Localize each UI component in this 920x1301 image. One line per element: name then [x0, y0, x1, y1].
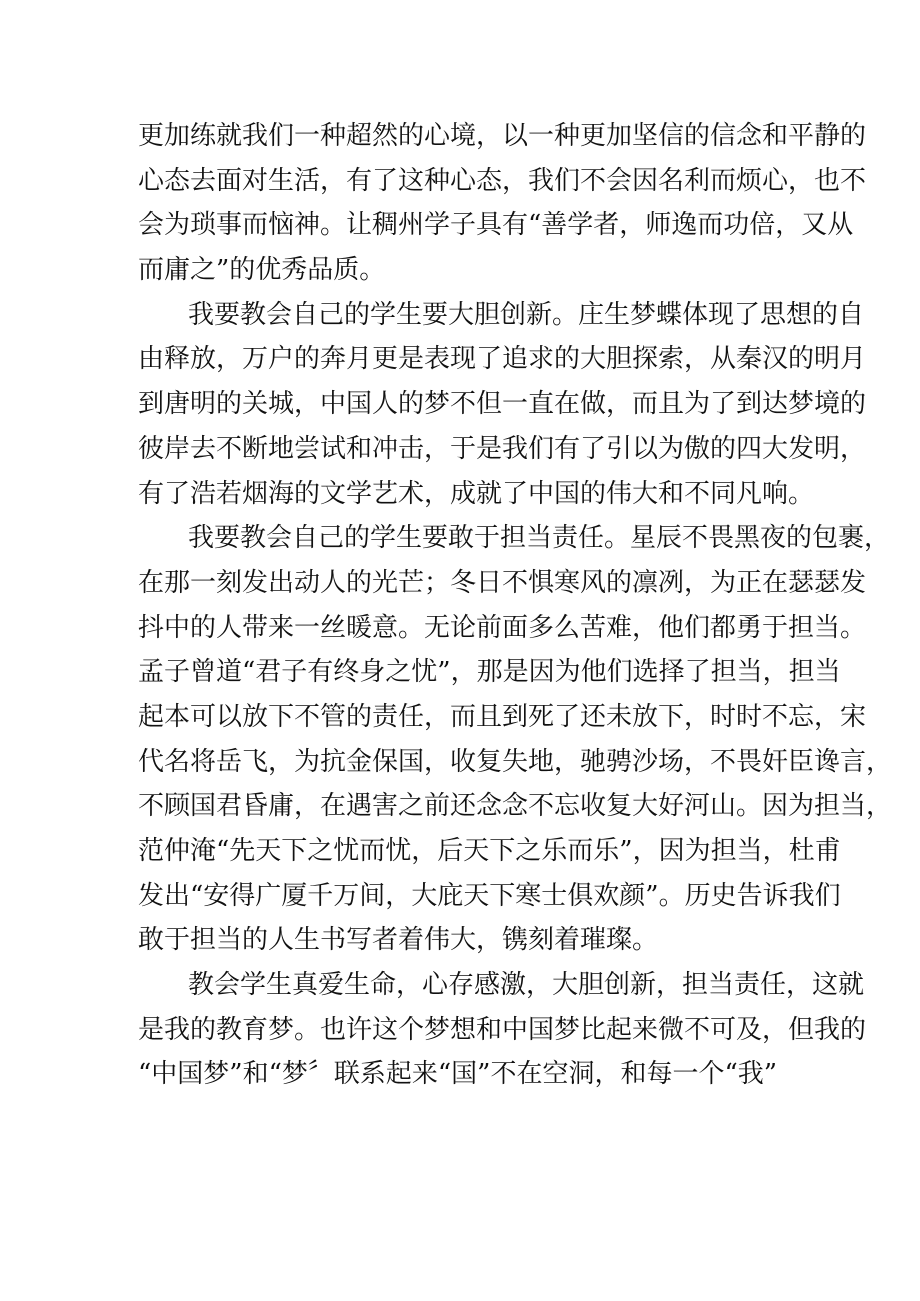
paragraph-first-line: 教会学生真爱生命，心存感激，大胆创新，担当责任，这就 — [188, 970, 865, 1001]
text-line: 心态去面对生活，有了这种心态，我们不会因名利而烦心，也不 — [138, 165, 867, 196]
text-line: 到唐明的关城，中国人的梦不但一直在做，而且为了到达梦境的 — [138, 389, 867, 420]
text-line: 是我的教育梦。也许这个梦想和中国梦比起来微不可及，但我的 — [138, 1014, 867, 1045]
text-line: 彼岸去不断地尝试和冲击，于是我们有了引以为傲的四大发明， — [138, 433, 867, 464]
text-line: 范仲淹“先天下之忧而忧，后天下之乐而乐”，因为担当，杜甫 — [138, 836, 841, 866]
text-line: 更加练就我们一种超然的心境，以一种更加坚信的信念和平静的 — [138, 121, 867, 151]
text-line: 有了浩若烟海的文学艺术，成就了中国的伟大和不同凡响。 — [138, 478, 815, 509]
text-line: 不顾国君昏庸，在遇害之前还念念不忘收复大好河山。因为担当， — [138, 791, 893, 822]
text-line: 孟子曾道“君子有终身之忧”，那是因为他们选择了担当，担当 — [138, 657, 841, 688]
text-line: 在那一刻发出动人的光芒；冬日不惧寒风的凛冽，为正在瑟瑟发 — [138, 567, 867, 598]
text-line: 由释放，万户的奔月更是表现了追求的大胆探索，从秦汉的明月 — [138, 344, 867, 375]
text-line: 抖中的人带来一丝暖意。无论前面多么苦难，他们都勇于担当。 — [138, 612, 867, 643]
text-line: “中国梦”和“梦〞联系起来“国”不在空洞，和每一个“我” — [138, 1059, 778, 1090]
text-line: 敢于担当的人生书写者着伟大，镌刻着璀璨。 — [138, 925, 659, 956]
text-line: 起本可以放下不管的责任，而且到死了还未放下，时时不忘，宋 — [138, 701, 867, 732]
text-line: 会为琐事而恼神。让稠州学子具有“善学者，师逸而功倍，又从 — [138, 210, 854, 241]
paragraph-first-line: 我要教会自己的学生要敢于担当责任。星辰不畏黑夜的包裹， — [188, 523, 891, 554]
text-line: 发出“安得广厦千万间，大庇天下寒士俱欢颜”。历史告诉我们 — [138, 880, 841, 911]
text-line: 而庸之”的优秀品质。 — [138, 255, 386, 286]
paragraph-first-line: 我要教会自己的学生要大胆创新。庄生梦蝶体现了思想的自 — [188, 299, 865, 330]
text-line: 代名将岳飞，为抗金保国，收复失地，驰骋沙场，不畏奸臣谗言， — [138, 746, 893, 777]
body-text — [138, 114, 893, 1097]
